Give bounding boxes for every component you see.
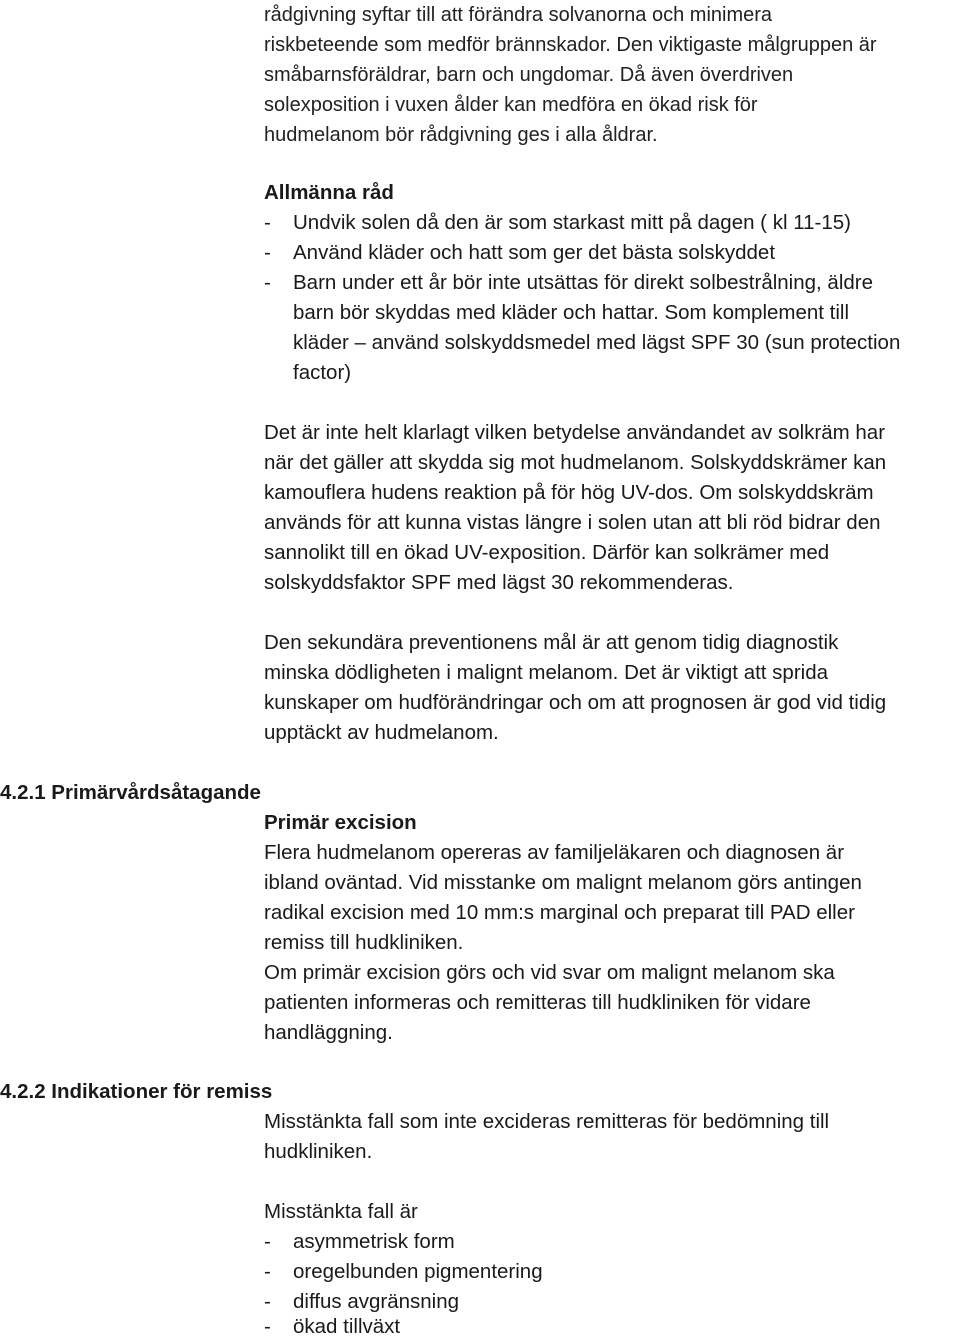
list-bullet: - — [264, 271, 271, 294]
list-item: diffus avgränsning — [293, 1290, 460, 1313]
paragraph-line: upptäckt av hudmelanom. — [264, 721, 499, 744]
paragraph-line: ibland oväntad. Vid misstanke om malignt melanom görs antingen — [264, 871, 862, 894]
list-item-continuation: kläder – använd solskyddsmedel med lägst SPF 30 (sun protection — [293, 331, 901, 354]
intro-line: solexposition i vuxen ålder kan medföra en ökad risk för — [264, 94, 758, 116]
list-bullet: - — [264, 1290, 271, 1313]
paragraph-line: Den sekundära preventionens mål är att genom tidig diagnostik — [264, 631, 839, 654]
intro-line: hudmelanom bör rådgivning ges i alla åldrar. — [264, 124, 658, 146]
paragraph-line: kunskaper om hudförändringar och om att prognosen är god vid tidig — [264, 691, 887, 714]
paragraph-line: minska dödligheten i malignt melanom. Det är viktigt att sprida — [264, 661, 829, 684]
paragraph-line: hudkliniken. — [264, 1140, 373, 1163]
list-item: Barn under ett år bör inte utsättas för direkt solbestrålning, äldre — [293, 271, 874, 294]
list-item: ökad tillväxt — [293, 1315, 401, 1338]
list-item: Använd kläder och hatt som ger det bästa solskyddet — [293, 241, 776, 264]
list-bullet: - — [264, 241, 271, 264]
list-item: oregelbunden pigmentering — [293, 1260, 543, 1283]
paragraph-line: handläggning. — [264, 1021, 393, 1044]
general-advice-title: Allmänna råd — [264, 181, 394, 204]
list-item: Undvik solen då den är som starkast mitt på dagen ( kl 11-15) — [293, 211, 851, 234]
paragraph-line: Det är inte helt klarlagt vilken betydelse användandet av solkräm har — [264, 421, 886, 444]
paragraph-line: Misstänkta fall som inte excideras remitteras för bedömning till — [264, 1110, 830, 1133]
intro-line: småbarnsföräldrar, barn och ungdomar. Då även överdriven — [264, 64, 794, 86]
paragraph-line: används för att kunna vistas längre i solen utan att bli röd bidrar den — [264, 511, 881, 534]
list-bullet: - — [264, 1315, 271, 1338]
paragraph-line: Om primär excision görs och vid svar om malignt melanom ska — [264, 961, 835, 984]
list-bullet: - — [264, 1230, 271, 1253]
paragraph-line: kamouflera hudens reaktion på för hög UV-dos. Om solskyddskräm — [264, 481, 874, 504]
section-heading: 4.2.1 Primärvårdsåtagande — [0, 781, 261, 804]
intro-line: riskbeteende som medför brännskador. Den viktigaste målgruppen är — [264, 34, 877, 56]
list-item: asymmetrisk form — [293, 1230, 455, 1253]
section-heading: 4.2.2 Indikationer för remiss — [0, 1080, 273, 1103]
paragraph-line: radikal excision med 10 mm:s marginal och preparat till PAD eller — [264, 901, 855, 924]
paragraph-line: patienten informeras och remitteras till hudkliniken för vidare — [264, 991, 811, 1014]
list-bullet: - — [264, 211, 271, 234]
paragraph-line: när det gäller att skydda sig mot hudmelanom. Solskyddskrämer kan — [264, 451, 887, 474]
intro-line: rådgivning syftar till att förändra solvanorna och minimera — [264, 4, 773, 26]
list-title: Misstänkta fall är — [264, 1200, 418, 1223]
list-item-continuation: factor) — [293, 361, 352, 384]
paragraph-line: solskyddsfaktor SPF med lägst 30 rekommenderas. — [264, 571, 734, 594]
list-item-continuation: barn bör skyddas med kläder och hattar. Som komplement till — [293, 301, 850, 324]
subsection-heading: Primär excision — [264, 811, 417, 834]
list-bullet: - — [264, 1260, 271, 1283]
paragraph-line: Flera hudmelanom opereras av familjeläkaren och diagnosen är — [264, 841, 845, 864]
paragraph-line: remiss till hudkliniken. — [264, 931, 464, 954]
paragraph-line: sannolikt till en ökad UV-exposition. Därför kan solkrämer med — [264, 541, 830, 564]
